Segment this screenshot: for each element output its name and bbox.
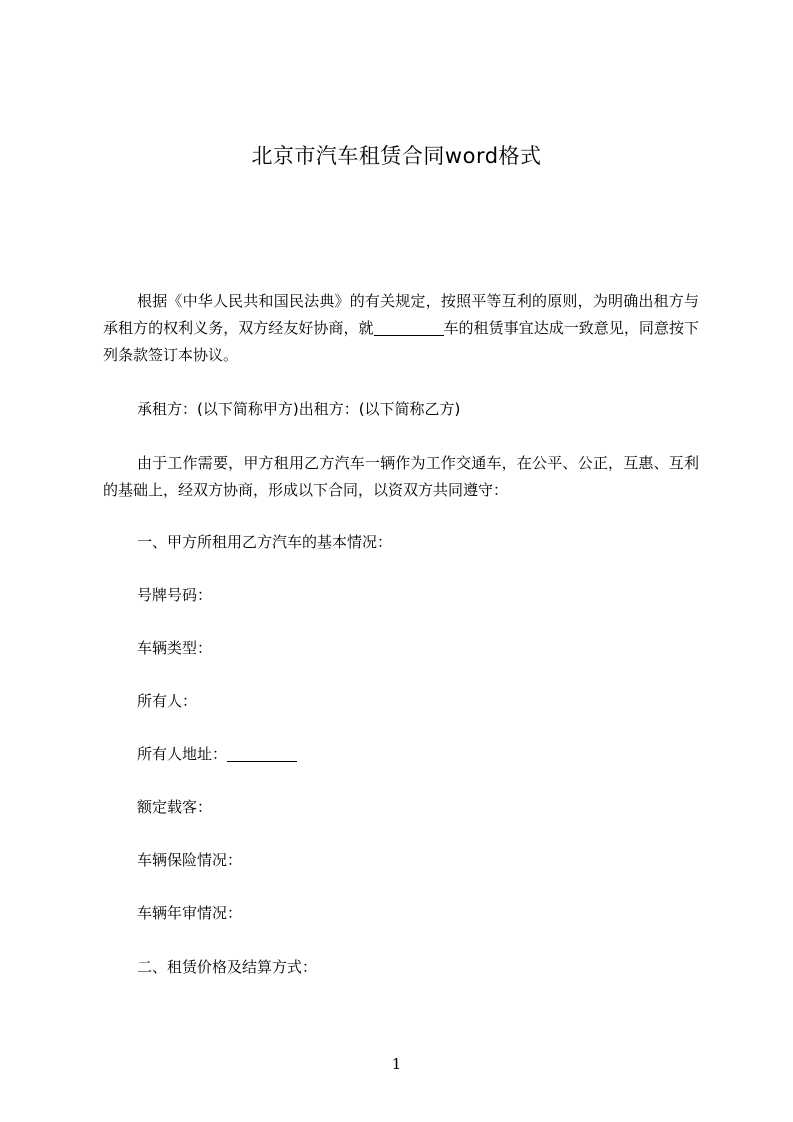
owner-address-label: 所有人地址： bbox=[137, 745, 228, 763]
intro-paragraph bbox=[103, 288, 699, 369]
owner-address-blank-line bbox=[227, 745, 297, 762]
vehicle-blank-line bbox=[374, 319, 444, 336]
passenger-capacity-field: 额定载客： bbox=[137, 798, 213, 816]
purpose-paragraph: 由于工作需要，甲方租用乙方汽车一辆作为工作交通车，在公平、公正，互惠、互利的基础上，经双方协商，形成以下合同，以资双方共同遵守： bbox=[103, 454, 699, 499]
annual-inspection-field: 车辆年审情况： bbox=[137, 904, 243, 922]
intro-text-end: 车的租赁事宜达成一致意见，同意按下列条款签订本协议。 bbox=[103, 319, 699, 364]
parties-line: 承租方：(以下简称甲方)出租方：(以下简称乙方) bbox=[137, 400, 461, 418]
owner-field: 所有人： bbox=[137, 692, 198, 710]
document-title: 北京市汽车租赁合同word格式 bbox=[251, 144, 542, 168]
owner-address-field bbox=[137, 742, 297, 766]
intro-text-start: 根据《中华人民共和国民法典》的有关规定，按照平等互利的原则，为明确出租方与承租方的权利义务，双方经友好协商，就 bbox=[103, 292, 699, 337]
vehicle-type-field: 车辆类型： bbox=[137, 639, 213, 657]
section2-heading: 二、租赁价格及结算方式： bbox=[137, 958, 318, 976]
plate-number-field: 号牌号码： bbox=[137, 586, 213, 604]
section1-heading: 一、甲方所租用乙方汽车的基本情况： bbox=[137, 533, 393, 551]
page-number: 1 bbox=[391, 1055, 402, 1073]
insurance-field: 车辆保险情况： bbox=[137, 851, 243, 869]
